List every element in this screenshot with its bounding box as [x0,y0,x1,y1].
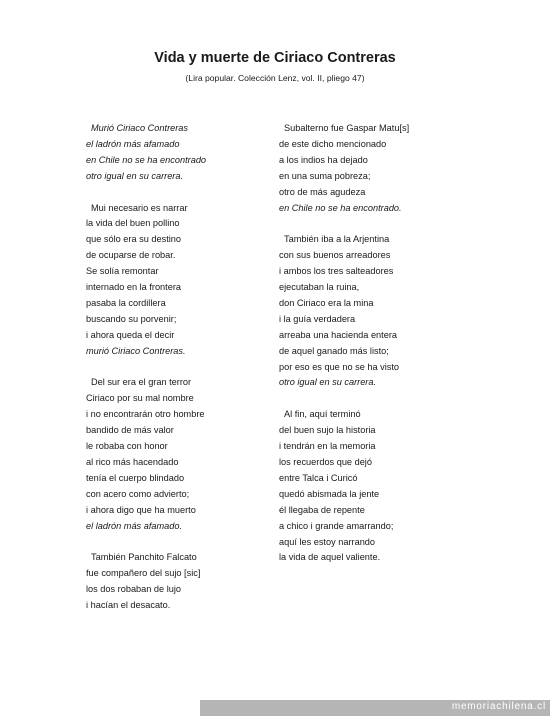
verse-line: tenía el cuerpo blindado [86,472,185,483]
verse-line: del buen sujo la historia [279,425,376,436]
verse-line: i tendrán en la memoria [279,441,376,452]
verse-line: También Panchito Falcato [91,552,197,563]
verse-line: Se solía remontar [86,266,159,277]
verse-line: Subalterno fue Gaspar Matu[s] [284,123,410,133]
verse-line: buscando su porvenir; [86,313,177,324]
verse-line: a los indios ha dejado [279,154,368,165]
verse-line: la vida de aquel valiente. [279,552,381,563]
verse-line: i ahora queda el decir [86,329,175,340]
verse-line: que sólo era su destino [86,234,182,245]
verse-line: de ocuparse de robar. [86,250,176,261]
page-title: Vida y muerte de Ciriaco Contreras [154,50,396,66]
verse-line: arreaba una hacienda entera [279,329,397,340]
verse-line: bandido de más valor [86,425,174,436]
stanza [86,375,286,534]
verse-line: i la guía verdadera [279,313,356,324]
verse-line: los recuerdos que dejó [279,457,372,467]
verse-line: murió Ciriaco Contreras. [86,345,186,356]
poem-column-right [279,121,479,582]
stanza [86,121,286,185]
verse-line: él llegaba de repente [279,504,365,515]
verse-line: de aquel ganado más listo; [279,345,389,356]
verse-line: de este dicho mencionado [279,138,387,149]
verse-line: Al fin, aquí terminó [284,409,361,420]
verse-line: otro igual en su carrera. [86,170,184,181]
verse-line: ejecutaban la ruina, [279,282,360,293]
watermark-text: memoriachilena.cl [451,701,546,712]
verse-line: los dos robaban de lujo [86,584,182,595]
verse-line: quedó abismada la jente [279,488,380,499]
verse-line: aquí les estoy narrando [279,536,376,547]
verse-line: i ahora digo que ha muerto [86,504,196,515]
stanza [279,232,479,391]
verse-line: en Chile no se ha encontrado. [279,202,402,213]
verse-line: También iba a la Arjentina [284,234,390,245]
verse-line: Del sur era el gran terror [91,377,192,388]
verse-line: le robaba con honor [86,441,168,452]
verse-line: en una suma pobreza; [279,170,371,181]
stanza [86,550,286,614]
verse-line: en Chile no se ha encontrado [86,154,207,165]
stanza [279,407,479,566]
verse-line: Mui necesario es narrar [91,202,188,213]
verse-line: el ladrón más afamado. [86,520,183,531]
verse-line: el ladrón más afamado [86,138,180,149]
verse-line: otro igual en su carrera. [279,377,377,388]
stanza [86,201,286,360]
verse-line: pasaba la cordillera [86,297,166,308]
verse-line: don Ciriaco era la mina [279,297,374,308]
verse-line: con acero como advierto; [86,488,190,499]
verse-line: a chico i grande amarrando; [279,520,394,531]
verse-line: entre Talca i Curicó [279,472,358,483]
poem-column-left [86,121,286,630]
verse-line: la vida del buen pollino [86,218,180,229]
verse-line: con sus buenos arreadores [279,250,391,261]
verse-line: por eso es que no se ha visto [279,361,400,372]
verse-line: Murió Ciriaco Contreras [91,123,189,133]
verse-line: Ciriaco por su mal nombre [86,393,194,404]
verse-line: al rico más hacendado [86,457,179,467]
verse-line: internado en la frontera [86,282,182,293]
verse-line: fue compañero del sujo [sic] [86,568,201,579]
verse-line: i no encontrarán otro hombre [86,409,205,420]
stanza [279,121,479,216]
page-subtitle: (Lira popular. Colección Lenz, vol. II, pliego 47) [185,73,365,83]
verse-line: i ambos los tres salteadores [279,266,394,277]
verse-line: otro de más agudeza [279,186,366,197]
verse-line: i hacían el desacato. [86,600,171,611]
